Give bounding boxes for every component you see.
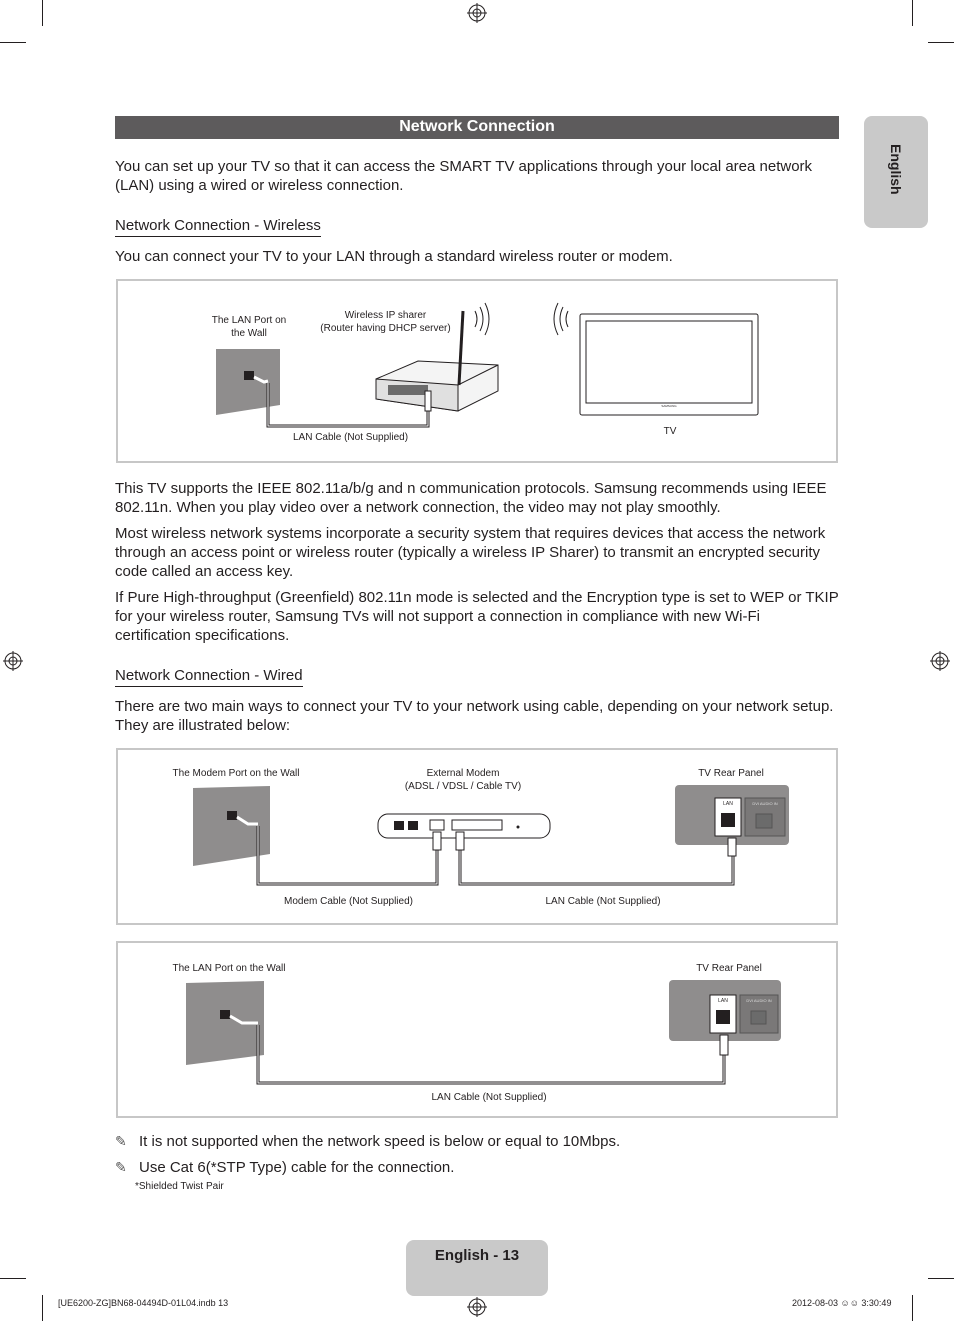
tv-rear-panel-label: TV Rear Panel [696,963,762,974]
audio-jack-label: DVI AUDIO IN [746,998,772,1003]
registration-mark-icon [467,1297,487,1317]
wireless-diagram-art [118,281,836,461]
modem-cable-label: Modem Cable (Not Supplied) [284,896,413,907]
wireless-text: You can connect your TV to your LAN through a standard wireless router or modem. [115,248,673,265]
language-tab-label: English [888,144,904,195]
language-tab [864,116,928,228]
intro-text: You can set up your TV so that it can access the SMART TV applications through your local area network (LAN) using a wired or wireless connection. [115,158,813,194]
audio-jack-label: DVI AUDIO IN [752,801,778,806]
crop-mark [928,1278,954,1279]
pencil-note-icon: ✎ [115,1159,127,1175]
crop-mark [928,42,954,43]
lan-cable-label: LAN Cable (Not Supplied) [545,896,661,907]
note-text: Use Cat 6(*STP Type) cable for the connection. [139,1159,455,1176]
note-item [115,1158,454,1177]
wired-diagram-modem [116,748,838,925]
section-title: Network Connection [115,116,839,139]
crop-mark [912,0,913,26]
note-text: It is not supported when the network speed is below or equal to 10Mbps. [139,1133,621,1150]
sharer-label: Wireless IP sharer (Router having DHCP server) [320,310,451,334]
page-number: English - 13 [434,1247,520,1264]
wireless-heading: Network Connection - Wireless [115,216,321,237]
lan-cable-label: LAN Cable (Not Supplied) [431,1092,547,1103]
registration-mark-icon [3,651,23,671]
wired-diagram-direct [116,941,838,1118]
tv-screen [586,321,752,403]
wall-lan-port [244,371,254,380]
page-footer [406,1240,548,1296]
footnote: *Shielded Twist Pair [135,1181,224,1192]
lan-cable-label: LAN Cable (Not Supplied) [292,432,409,443]
wireless-para-2: Most wireless network systems incorporate a security system that requires devices that access the network through an access point or wireless router (typically a wireless IP Sharer) to transmit an encrypted security code called an access key. [115,525,826,580]
lan-cable-line [258,1025,724,1083]
wired-text: There are two main ways to connect your TV to your network using cable, depending on your network setup. They are illustrated below: [115,698,834,734]
pencil-note-icon: ✎ [115,1133,127,1149]
wall-panel [216,349,280,415]
registration-mark-icon [930,651,950,671]
modem-port-label: The Modem Port on the Wall [172,768,300,779]
wireless-para-1: This TV supports the IEEE 802.11a/b/g and n communication protocols. Samsung recommends using IEEE 802.11n. When you play video over a network connection, the video may not play smoothly. [115,480,827,516]
print-date-info: 2012-08-03 ☺☺ 3:30:49 [792,1298,892,1308]
crop-mark [0,42,26,43]
print-file-info: [UE6200-ZG]BN68-04494D-01L04.indb 13 [58,1298,229,1308]
crop-mark [42,0,43,26]
wired-heading: Network Connection - Wired [115,666,303,687]
lan-port-label: The LAN Port on the Wall [172,963,286,974]
external-modem-label: External Modem (ADSL / VDSL / Cable TV) [404,768,522,792]
note-item [115,1132,620,1151]
crop-mark [42,1295,43,1321]
lan-jack-label: LAN [723,801,733,807]
wireless-para-3: If Pure High-throughput (Greenfield) 802.11n mode is selected and the Encryption type is set to WEP or TKIP for your wireless router, Samsung TVs will not support a connection in compliance with new Wi-Fi certification specifications. [115,589,839,644]
wireless-diagram [116,279,838,463]
crop-mark [0,1278,26,1279]
registration-mark-icon [467,3,487,23]
tv-rear-panel-label: TV Rear Panel [698,768,764,779]
tv-label: TV [663,426,677,437]
lan-port-label: The LAN Port on the Wall [211,315,287,339]
crop-mark [912,1295,913,1321]
lan-cable-line [460,842,733,884]
lan-jack-label: LAN [718,998,728,1004]
tv-brand: SAMSUNG [661,404,677,408]
